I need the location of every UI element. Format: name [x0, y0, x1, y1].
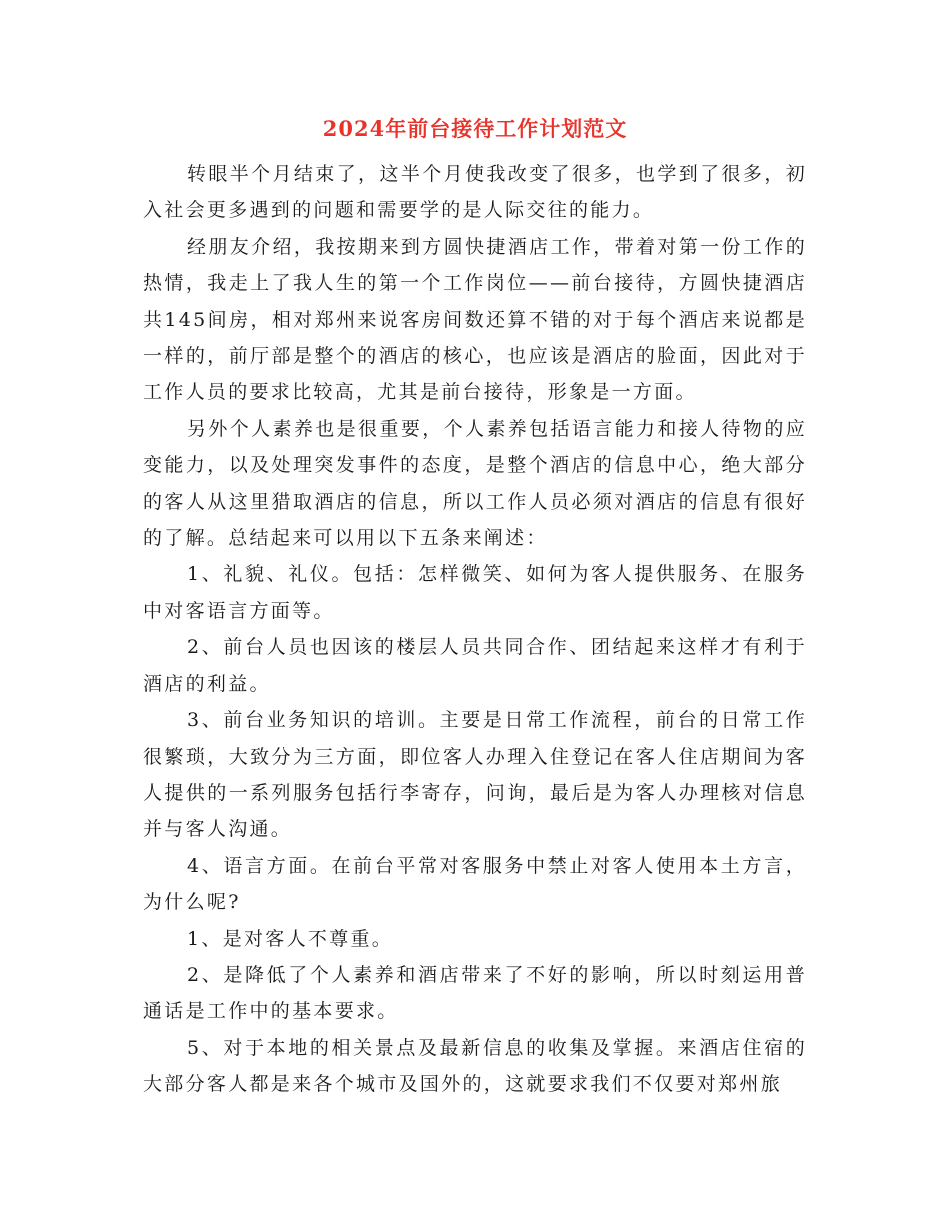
list-item: 5、对于本地的相关景点及最新信息的收集及掌握。来酒店住宿的大部分客人都是来各个城市及国外的，这就要求我们不仅要对郑州旅 [143, 1036, 807, 1096]
paragraph: 经朋友介绍，我按期来到方圆快捷酒店工作，带着对第一份工作的热情，我走上了我人生的第一个工作岗位——前台接待，方圆快捷酒店共145间房，相对郑州来说客房间数还算不错的对于每个酒店来说都是一样的，前厅部是整个的酒店的核心，也应该是酒店的脸面，因此对于工作人员的要求比较高，尤其是前台接待，形象是一方面。 [143, 235, 807, 404]
paragraph: 另外个人素养也是很重要，个人素养包括语言能力和接人待物的应变能力，以及处理突发事件的态度，是整个酒店的信息中心，绝大部分的客人从这里猎取酒店的信息，所以工作人员必须对酒店的信息有很好的了解。总结起来可以用以下五条来阐述： [143, 417, 807, 550]
sub-list-item: 1、是对客人不尊重。 [187, 927, 394, 950]
list-item: 4、语言方面。在前台平常对客服务中禁止对客人使用本土方言，为什么呢? [143, 854, 807, 914]
document-title: 2024年前台接待工作计划范文 [322, 116, 628, 141]
list-item: 2、前台人员也因该的楼层人员共同合作、团结起来这样才有利于酒店的利益。 [143, 636, 807, 695]
sub-list-item: 2、是降低了个人素养和酒店带来了不好的影响，所以时刻运用普通话是工作中的基本要求。 [143, 963, 807, 1023]
paragraph: 转眼半个月结束了，这半个月使我改变了很多，也学到了很多，初入社会更多遇到的问题和需要学的是人际交往的能力。 [143, 163, 807, 222]
list-item: 1、礼貌、礼仪。包括：怎样微笑、如何为客人提供服务、在服务中对客语言方面等。 [143, 563, 807, 622]
document-body [143, 156, 807, 1103]
list-item: 3、前台业务知识的培训。主要是日常工作流程，前台的日常工作很繁琐，大致分为三方面，即位客人办理入住登记在客人住店期间为客人提供的一系列服务包括行李寄存，问询，最后是为客人办理核对信息并与客人沟通。 [143, 709, 807, 841]
